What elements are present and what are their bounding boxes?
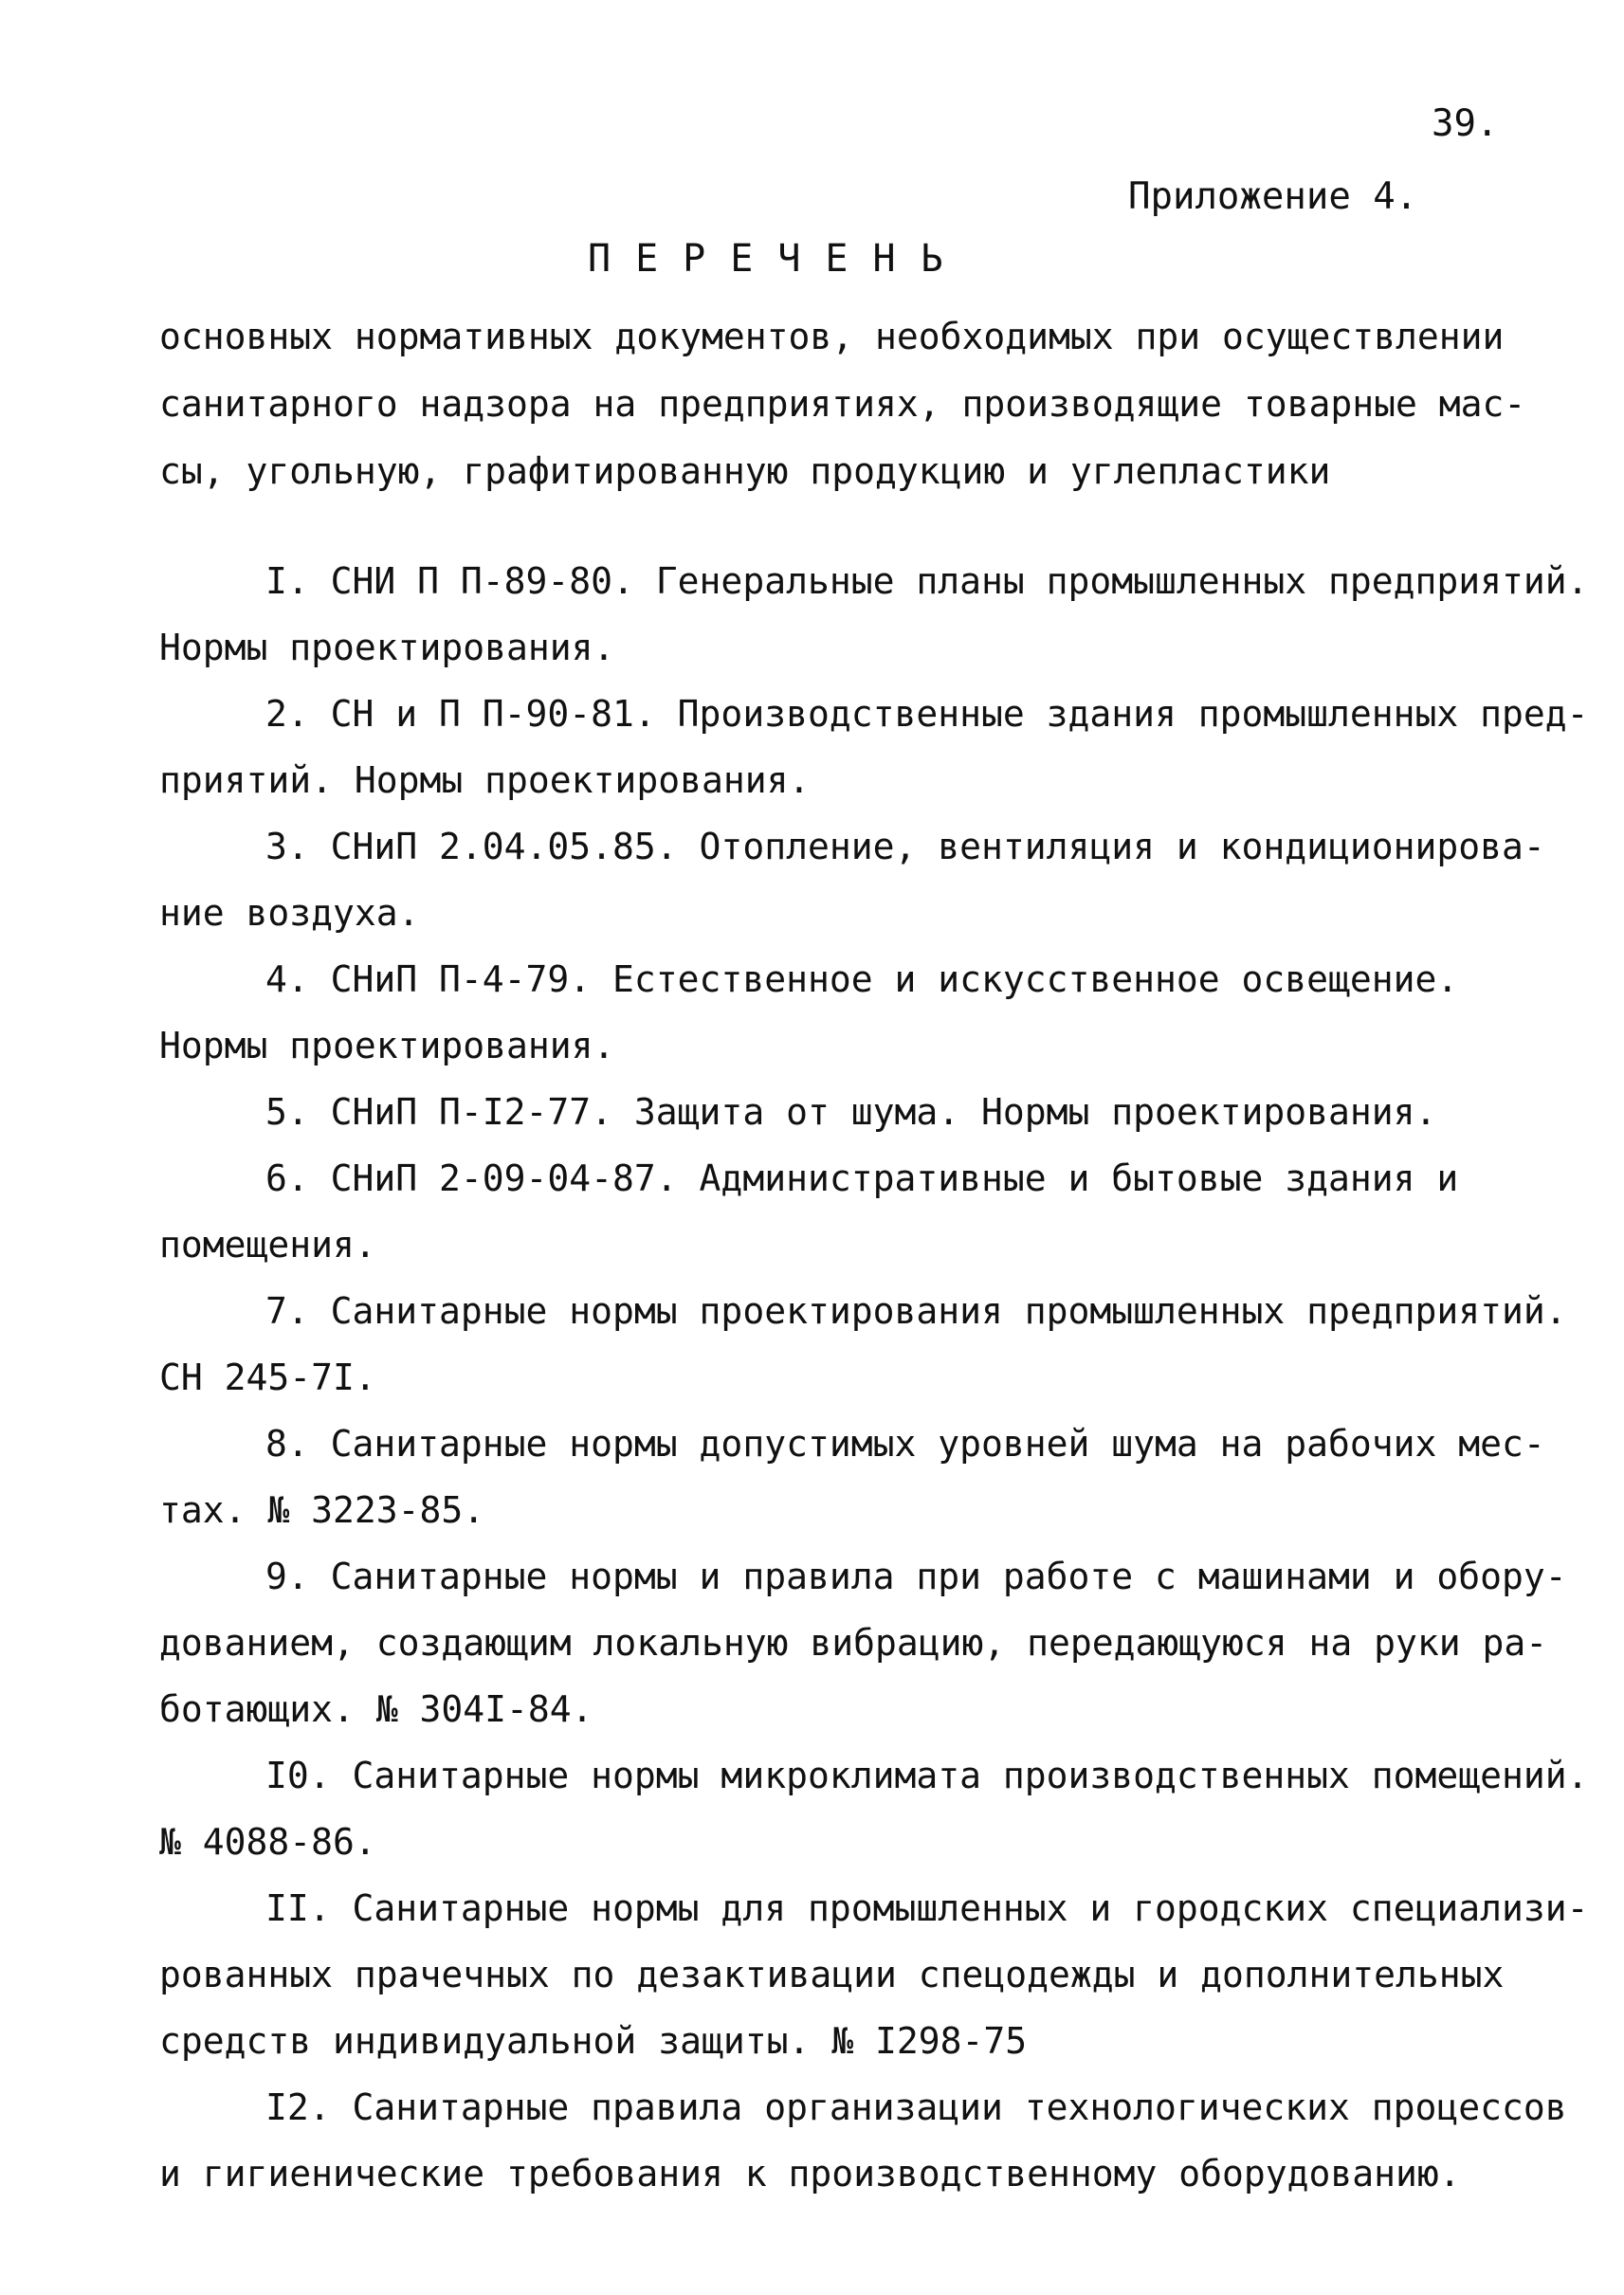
subtitle-line: санитарного надзора на предприятиях, производящие товарные мас- [159, 383, 1526, 425]
list-item-continuation-line: приятий. Нормы проектирования. [159, 759, 811, 801]
list-item-continuation-line: помещения. [159, 1224, 376, 1266]
list-item-continuation-line: ботающих. № 304I-84. [159, 1688, 593, 1730]
list-item-first-line: II. Санитарные нормы для промышленных и городских специализи- [265, 1887, 1589, 1929]
document-title: ПЕРЕЧЕНЬ [588, 237, 968, 281]
list-item [159, 1079, 1534, 1145]
list-item [159, 1742, 1589, 1875]
list-item-first-line: 8. Санитарные нормы допустимых уровней шума на рабочих мес- [265, 1423, 1545, 1465]
list-item-first-line: I0. Санитарные нормы микроклимата производственных помещений. [265, 1755, 1589, 1796]
list-item-continuation-line: средств индивидуальной защиты. № I298-75 [159, 2020, 1028, 2062]
list-item [159, 681, 1589, 813]
list-item-first-line: 6. СНиП 2-09-04-87. Административные и бытовые здания и [265, 1157, 1459, 1199]
list-item-continuation-line: ние воздуха. [159, 892, 420, 934]
list-item [159, 946, 1534, 1079]
list-item-continuation-line: тах. № 3223-85. [159, 1489, 485, 1531]
list-item-first-line: I. СНИ П П-89-80. Генеральные планы промышленных предприятий. [265, 560, 1589, 602]
list-item [159, 813, 1545, 946]
document-subtitle [159, 303, 1526, 505]
list-item [159, 1278, 1567, 1411]
list-item-continuation-line: Нормы проектирования. [159, 1025, 615, 1066]
list-item-continuation-line: рованных прачечных по дезактивации спецодежды и дополнительных [159, 1954, 1505, 1995]
list-item-continuation-line: № 4088-86. [159, 1821, 376, 1863]
list-item-continuation-line: СН 245-7I. [159, 1357, 376, 1398]
list-item [159, 1145, 1534, 1278]
subtitle-line: основных нормативных документов, необходимых при осуществлении [159, 316, 1505, 357]
list-item [159, 2074, 1567, 2207]
subtitle-line: сы, угольную, графитированную продукцию и углепластики [159, 450, 1331, 492]
list-item-first-line: I2. Санитарные правила организации технологических процессов [265, 2086, 1567, 2128]
list-item [159, 1875, 1589, 2074]
list-item-first-line: 2. СН и П П-90-81. Производственные здания промышленных пред- [265, 693, 1589, 735]
list-item-first-line: 9. Санитарные нормы и правила при работе с машинами и обору- [265, 1556, 1567, 1597]
list-item [159, 548, 1589, 681]
appendix-label: Приложение 4. [1128, 175, 1418, 218]
list-item-continuation-line: и гигиенические требования к производственному оборудованию. [159, 2153, 1461, 2195]
list-item [159, 1543, 1567, 1742]
list-item-first-line: 7. Санитарные нормы проектирования промышленных предприятий. [265, 1290, 1567, 1332]
list-item-continuation-line: Нормы проектирования. [159, 627, 615, 668]
document-list [159, 548, 1589, 2207]
list-item-first-line: 5. СНиП П-I2-77. Защита от шума. Нормы проектирования. [265, 1091, 1437, 1133]
page-number: 39. [1432, 102, 1499, 145]
list-item [159, 1411, 1545, 1543]
list-item-continuation-line: дованием, создающим локальную вибрацию, передающуюся на руки ра- [159, 1622, 1548, 1664]
list-item-first-line: 3. СНиП 2.04.05.85. Отопление, вентиляция и кондиционирова- [265, 826, 1545, 867]
list-item-first-line: 4. СНиП П-4-79. Естественное и искусственное освещение. [265, 958, 1459, 1000]
